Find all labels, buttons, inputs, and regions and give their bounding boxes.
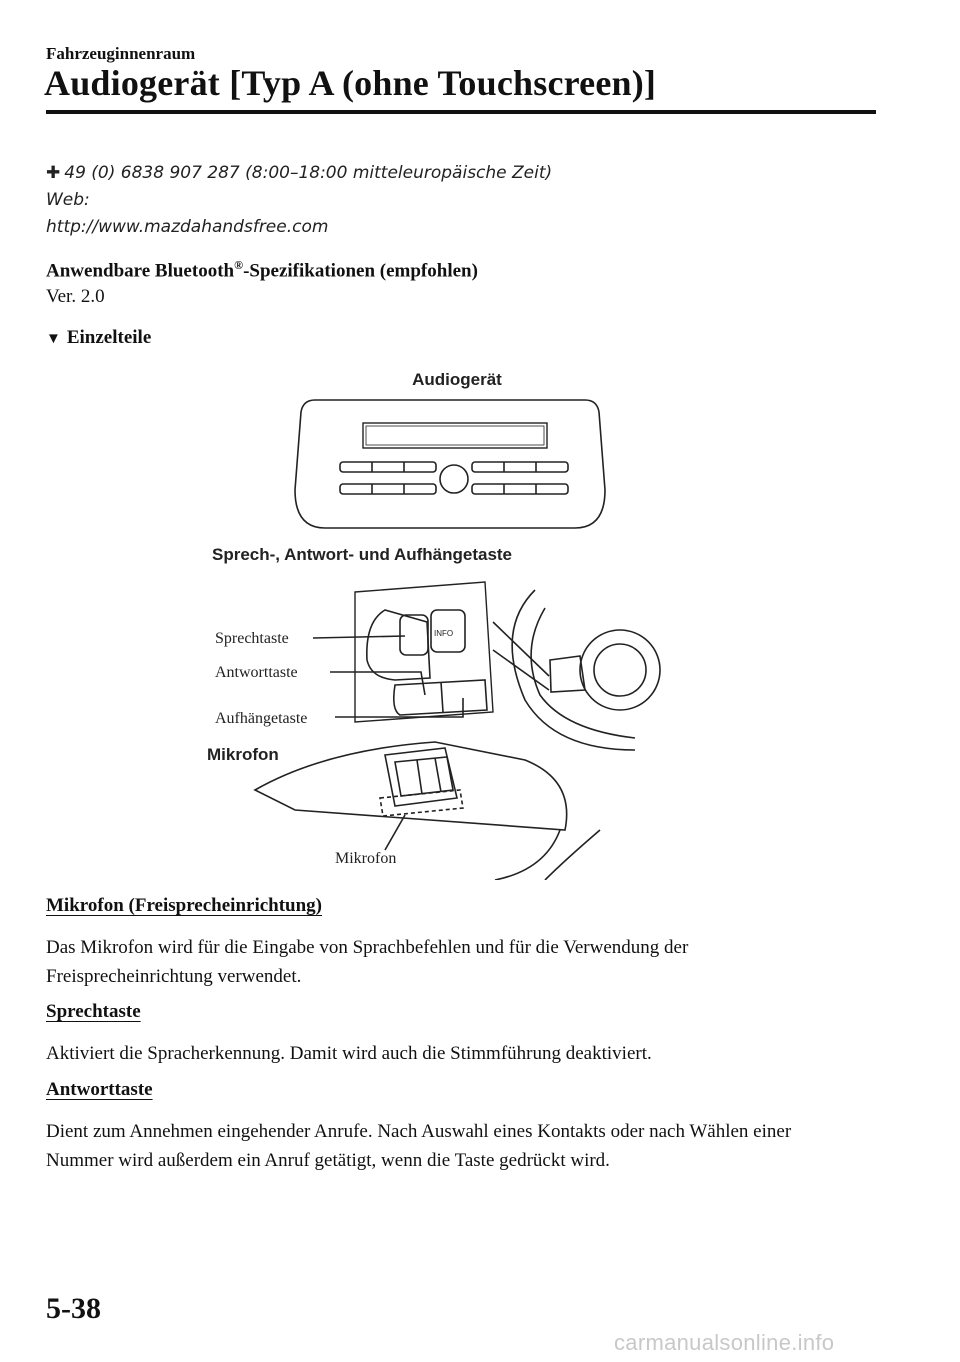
talk-button-description: Aktiviert die Spracherkennung. Damit wird auch die Stimmführung deaktiviert.	[46, 1043, 652, 1064]
triangle-down-icon: ▼	[46, 331, 61, 347]
buttons-label: Sprech-, Antwort- und Aufhängetaste	[212, 545, 513, 564]
spec-heading-post: -Spezifikationen (empfohlen)	[243, 260, 478, 282]
parts-heading	[46, 327, 151, 349]
audio-unit-label: Audiogerät	[412, 370, 502, 389]
section-label: Fahrzeuginnenraum	[46, 44, 196, 63]
answer-button-label: Antworttaste	[215, 664, 298, 681]
page-number: 5-38	[46, 1292, 101, 1325]
title-divider	[46, 110, 876, 114]
registered-mark: ®	[234, 258, 244, 272]
microphone-description: Das Mikrofon wird für die Eingabe von Sprachbefehlen und für die Verwendung der Freisprecheinrichtung verwendet.	[46, 937, 689, 987]
spec-version: Ver. 2.0	[46, 286, 105, 307]
ceiling-console	[255, 742, 567, 830]
spec-heading	[46, 258, 478, 282]
steering-wheel	[512, 590, 635, 750]
components-figure	[195, 360, 665, 880]
phone-line	[46, 163, 552, 183]
web-url-link[interactable]: http://www.mazdahandsfree.com	[46, 217, 329, 237]
audio-knob	[440, 465, 468, 493]
info-button-label: INFO	[434, 629, 454, 638]
audio-unit-outline	[295, 400, 605, 528]
microphone-heading: Mikrofon (Freisprecheinrichtung)	[46, 895, 323, 916]
web-label: Web:	[46, 190, 90, 210]
callout-talk	[313, 636, 405, 638]
audio-button-row	[340, 462, 436, 472]
talk-button-label: Sprechtaste	[215, 630, 289, 647]
microphone-section-label: Mikrofon	[207, 745, 279, 764]
page-title: Audiogerät [Typ A (ohne Touchscreen)]	[44, 63, 657, 103]
detail-panel	[355, 582, 493, 722]
answer-button-description: Dient zum Annehmen eingehender Anrufe. Nach Auswahl eines Kontakts oder nach Wählen einer Nummer wird außerdem ein Anruf getätigt, wenn die Taste gedrückt wird.	[46, 1121, 792, 1171]
watermark: carmanualsonline.info	[614, 1330, 835, 1355]
callout-mic	[385, 815, 405, 850]
audio-display	[363, 423, 547, 448]
parts-heading-text: Einzelteile	[66, 327, 152, 348]
talk-button-heading: Sprechtaste	[46, 1001, 141, 1022]
hangup-button-label: Aufhängetaste	[215, 710, 308, 727]
microphone-callout-label: Mikrofon	[335, 850, 397, 867]
phone-number: 49 (0) 6838 907 287 (8:00–18:00 mitteleuropäische Zeit)	[64, 163, 553, 183]
spec-heading-pre: Anwendbare Bluetooth	[46, 260, 235, 282]
plus-icon: ✚	[46, 163, 61, 183]
answer-button-heading: Antworttaste	[46, 1079, 153, 1100]
